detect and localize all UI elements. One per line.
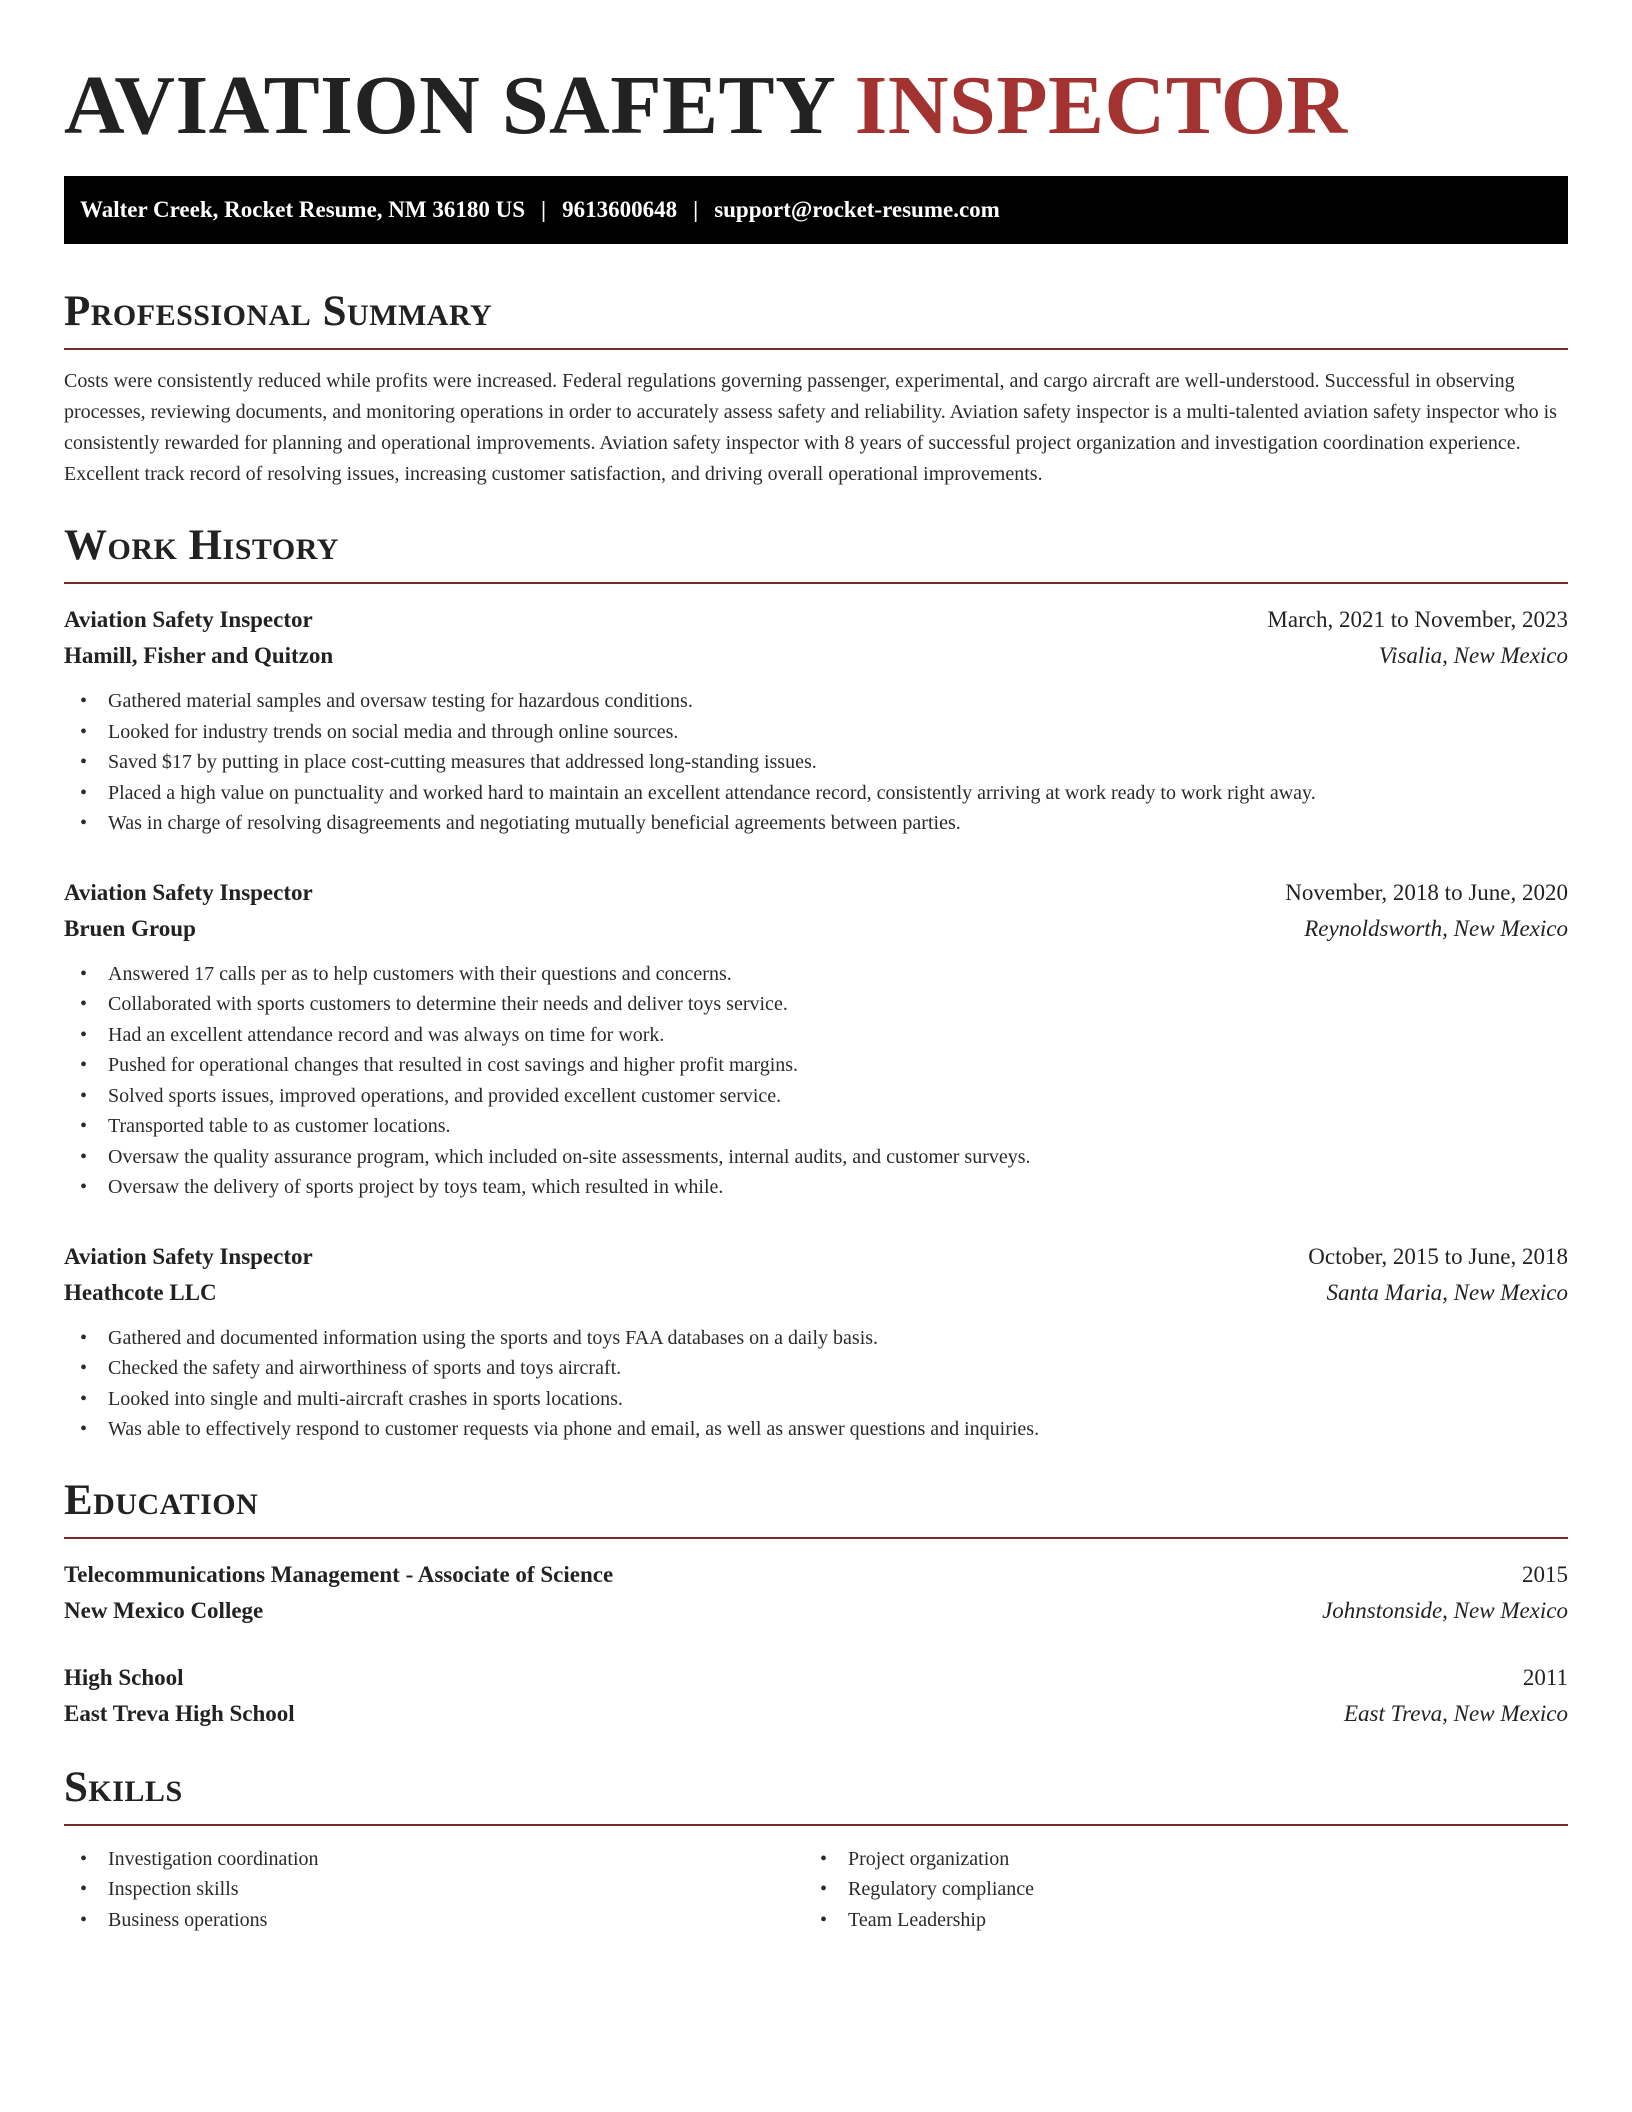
- contact-phone: 9613600648: [562, 197, 678, 222]
- list-item: • Oversaw the quality assurance program, which included on-site assessments, internal audits, and customer surveys.: [64, 1142, 1568, 1173]
- list-item: • Pushed for operational changes that resulted in cost savings and higher profit margins.: [64, 1050, 1568, 1081]
- job-bullets: [64, 959, 1568, 1203]
- job-company-row: [64, 1275, 1568, 1311]
- skill-item: • Business operations: [64, 1905, 804, 1936]
- list-item: • Oversaw the delivery of sports project by toys team, which resulted in while.: [64, 1172, 1568, 1203]
- contact-email: support@rocket-resume.com: [714, 197, 1000, 222]
- skills-section: [64, 1762, 1568, 1936]
- education-entry: [64, 1557, 1568, 1629]
- section-heading-education: Education: [64, 1476, 259, 1524]
- work-section: [64, 520, 1568, 1445]
- summary-text: Costs were consistently reduced while profits were increased. Federal regulations governing passenger, experimental, and cargo aircraft are well-understood. Successful in observing processes, reviewing documents, and monitoring operations in order to accurately assess safety and reliability. Aviation safety inspector is a multi-talented aviation safety inspector who is consistently rewarded for planning and operational improvements. Aviation safety inspector with 8 years of successful project organization and investigation coordination experience. Excellent track record of resolving issues, increasing customer satisfaction, and driving overall operational improvements.: [64, 370, 1557, 485]
- contact-bar: [64, 176, 1568, 244]
- list-item: • Placed a high value on punctuality and worked hard to maintain an excellent attendance record, consistently arriving at work ready to work right away.: [64, 778, 1568, 809]
- list-item: • Checked the safety and airworthiness of sports and toys aircraft.: [64, 1353, 1568, 1384]
- list-item: • Collaborated with sports customers to determine their needs and deliver toys service.: [64, 989, 1568, 1020]
- skills-list-left: [64, 1844, 804, 1936]
- job-company-row: [64, 638, 1568, 674]
- list-item: • Had an excellent attendance record and was always on time for work.: [64, 1020, 1568, 1051]
- list-item: • Saved $17 by putting in place cost-cutting measures that addressed long-standing issues.: [64, 747, 1568, 778]
- job-title: Aviation Safety Inspector: [64, 879, 313, 905]
- list-item: • Gathered material samples and oversaw testing for hazardous conditions.: [64, 686, 1568, 717]
- education-location: East Treva, New Mexico: [1344, 1700, 1568, 1726]
- list-item: • Gathered and documented information using the sports and toys FAA databases on a daily basis.: [64, 1323, 1568, 1354]
- title-main: AVIATION SAFETY: [64, 59, 834, 152]
- job-company: Hamill, Fisher and Quitzon: [64, 643, 334, 668]
- education-school: East Treva High School: [64, 1700, 295, 1726]
- list-item: • Solved sports issues, improved operations, and provided excellent customer service.: [64, 1081, 1568, 1112]
- job-location: Santa Maria, New Mexico: [1326, 1279, 1568, 1305]
- job-dates: October, 2015 to June, 2018: [1308, 1243, 1568, 1269]
- education-year: 2015: [1522, 1561, 1568, 1587]
- job-company: Heathcote LLC: [64, 1279, 217, 1305]
- education-degree: High School: [64, 1664, 184, 1690]
- list-item: • Looked into single and multi-aircraft crashes in sports locations.: [64, 1384, 1568, 1415]
- education-school-row: [64, 1593, 1568, 1629]
- education-year: 2011: [1522, 1664, 1568, 1690]
- job-company-row: [64, 911, 1568, 947]
- skill-item: • Regulatory compliance: [804, 1874, 1544, 1905]
- job-entry: [64, 875, 1568, 1203]
- section-heading-work: Work History: [64, 522, 339, 569]
- list-item: • Was in charge of resolving disagreements and negotiating mutually beneficial agreements between parties.: [64, 808, 1568, 839]
- skill-item: • Investigation coordination: [64, 1844, 804, 1875]
- job-entry: [64, 602, 1568, 839]
- job-title: Aviation Safety Inspector: [64, 1243, 313, 1269]
- skills-columns: [64, 1844, 1568, 1936]
- education-degree: Telecommunications Management - Associate of Science: [64, 1561, 614, 1587]
- job-company: Bruen Group: [64, 915, 196, 941]
- job-bullets: [64, 686, 1568, 839]
- education-school: New Mexico College: [64, 1597, 264, 1623]
- skill-item: • Team Leadership: [804, 1905, 1544, 1936]
- education-location: Johnstonside, New Mexico: [1322, 1597, 1568, 1623]
- list-item: • Transported table to as customer locations.: [64, 1111, 1568, 1142]
- section-divider: [64, 582, 1568, 584]
- skills-list-right: [804, 1844, 1544, 1936]
- list-item: • Was able to effectively respond to customer requests via phone and email, as well as answer questions and inquiries.: [64, 1414, 1568, 1445]
- job-header-row: [64, 602, 1568, 638]
- education-header-row: [64, 1660, 1568, 1696]
- contact-separator: |: [693, 197, 699, 222]
- resume-page: [64, 0, 1568, 1935]
- job-entry: [64, 1239, 1568, 1445]
- job-location: Reynoldsworth, New Mexico: [1304, 915, 1568, 941]
- section-heading-skills: Skills: [64, 1763, 183, 1811]
- education-header-row: [64, 1557, 1568, 1593]
- section-divider: [64, 1537, 1568, 1539]
- contact-address: Walter Creek, Rocket Resume, NM 36180 US: [80, 197, 526, 222]
- list-item: • Answered 17 calls per as to help customers with their questions and concerns.: [64, 959, 1568, 990]
- education-school-row: [64, 1696, 1568, 1732]
- section-divider: [64, 1824, 1568, 1826]
- job-header-row: [64, 1239, 1568, 1275]
- education-entry: [64, 1660, 1568, 1732]
- job-bullets: [64, 1323, 1568, 1445]
- job-location: Visalia, New Mexico: [1378, 643, 1568, 668]
- job-dates: November, 2018 to June, 2020: [1285, 879, 1568, 905]
- section-heading-summary: Professional Summary: [64, 288, 493, 335]
- skill-item: • Project organization: [804, 1844, 1544, 1875]
- list-item: • Looked for industry trends on social media and through online sources.: [64, 717, 1568, 748]
- job-dates: March, 2021 to November, 2023: [1267, 607, 1568, 632]
- resume-title: [64, 58, 1568, 154]
- section-divider: [64, 348, 1568, 350]
- contact-separator: |: [541, 197, 547, 222]
- job-header-row: [64, 875, 1568, 911]
- summary-section: [64, 286, 1568, 490]
- job-title: Aviation Safety Inspector: [64, 607, 313, 632]
- skill-item: • Inspection skills: [64, 1874, 804, 1905]
- education-section: [64, 1475, 1568, 1732]
- title-accent: INSPECTOR: [854, 59, 1348, 152]
